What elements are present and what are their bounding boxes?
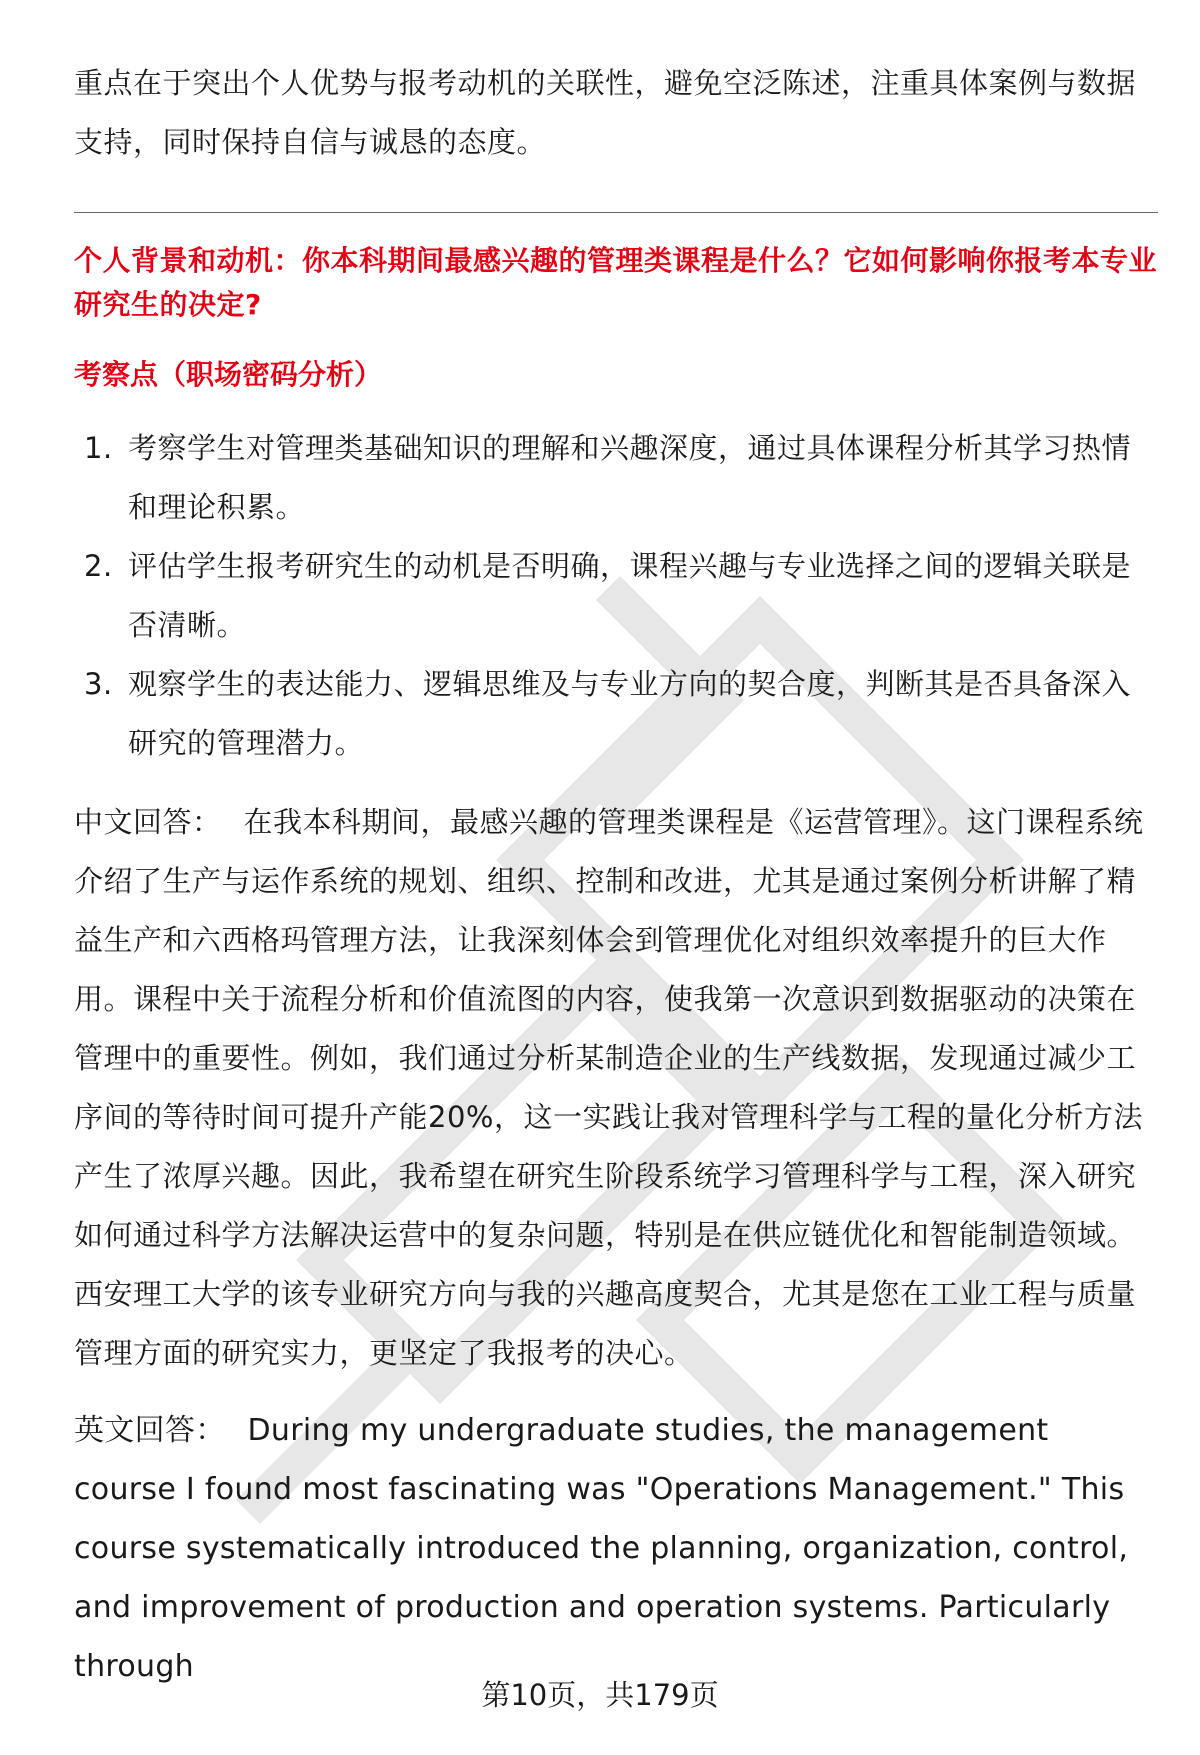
answer-english-text: During my undergraduate studies, the management course I found most fascinating was "Operations Management." This course systematically introduced the planning, organization, control, and improvement of production and operation systems. Particularly through xyxy=(74,1413,1129,1684)
list-item-number: 3. xyxy=(84,667,113,701)
question-heading: 个人背景和动机：你本科期间最感兴趣的管理类课程是什么？它如何影响你报考本专业研究生的决定? xyxy=(74,244,1158,321)
document-page xyxy=(74,54,1158,1696)
answer-chinese-label: 中文回答： xyxy=(74,805,222,839)
intro-paragraph: 重点在于突出个人优势与报考动机的关联性，避免空泛陈述，注重具体案例与数据支持，同时保持自信与诚恳的态度。 xyxy=(74,66,1137,159)
answer-chinese-text: 在我本科期间，最感兴趣的管理类课程是《运营管理》。这门课程系统介绍了生产与运作系统的规划、组织、控制和改进，尤其是通过案例分析讲解了精益生产和六西格玛管理方法，让我深刻体会到管理优化对组织效率提升的巨大作用。课程中关于流程分析和价值流图的内容，使我第一次意识到数据驱动的决策在管理中的重要性。例如，我们通过分析某制造企业的生产线数据，发现通过减少工序间的等待时间可提升产能20%，这一实践让我对管理科学与工程的量化分析方法产生了浓厚兴趣。因此，我希望在研究生阶段系统学习管理科学与工程，深入研究如何通过科学方法解决运营中的复杂问题，特别是在供应链优化和智能制造领域。西安理工大学的该专业研究方向与我的兴趣高度契合，尤其是您在工业工程与质量管理方面的研究实力，更坚定了我报考的决心。 xyxy=(74,805,1144,1370)
answer-english xyxy=(74,1401,1158,1696)
list-item xyxy=(74,537,1158,655)
list-item-number: 2. xyxy=(84,549,113,583)
list-item-number: 1. xyxy=(84,431,113,465)
list-item-text: 观察学生的表达能力、逻辑思维及与专业方向的契合度，判断其是否具备深入研究的管理潜力。 xyxy=(128,667,1132,760)
list-item-text: 考察学生对管理类基础知识的理解和兴趣深度，通过具体课程分析其学习热情和理论积累。 xyxy=(128,431,1132,524)
answer-chinese xyxy=(74,793,1158,1383)
list-item-text: 评估学生报考研究生的动机是否明确，课程兴趣与专业选择之间的逻辑关联是否清晰。 xyxy=(128,549,1132,642)
section-divider xyxy=(74,212,1158,213)
assessment-title: 考察点（职场密码分析） xyxy=(74,358,383,391)
list-item xyxy=(74,419,1158,537)
answer-english-label: 英文回答： xyxy=(74,1413,226,1448)
page-footer: 第10页，共179页 xyxy=(481,1678,719,1712)
list-item xyxy=(74,655,1158,773)
assessment-list xyxy=(74,419,1158,773)
